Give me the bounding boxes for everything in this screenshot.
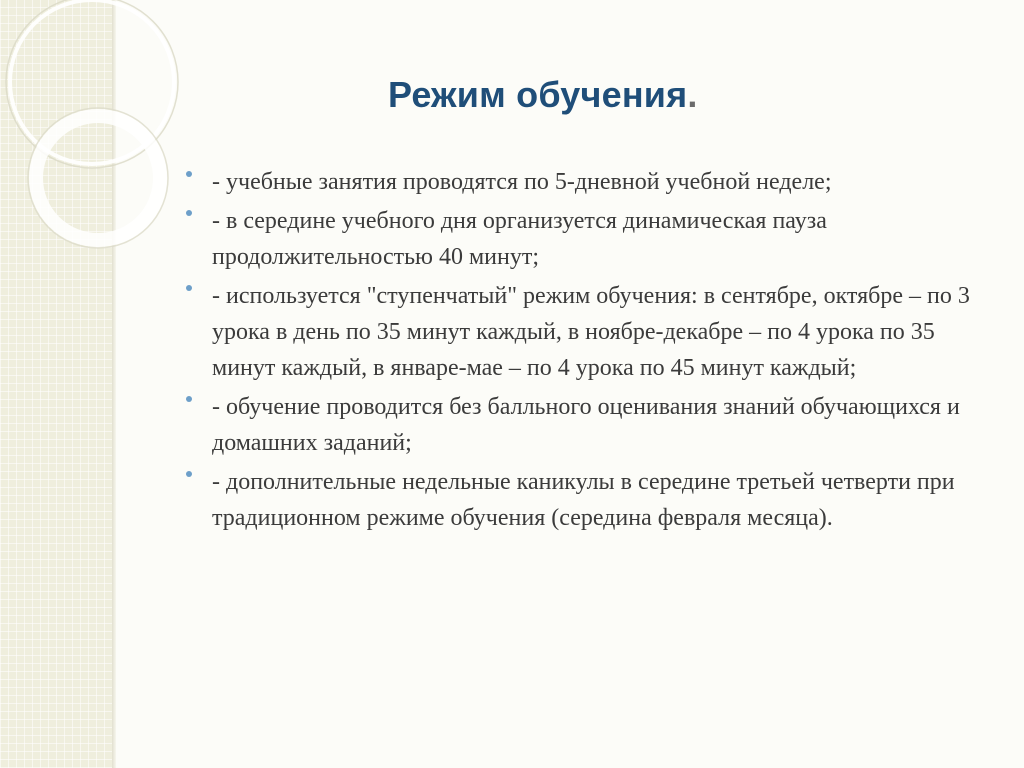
decorative-rings — [0, 0, 180, 300]
slide-title — [388, 74, 698, 116]
bullet-text: - используется "ступенчатый" режим обучения: в сентябре, октябре – по 3 урока в день по 35 минут каждый, в ноябре-декабре – по 4 урока по 35 минут каждый, в январе-мае – по 4 урока по 45 минут каждый; — [212, 283, 970, 381]
list-item — [180, 278, 980, 386]
bullet-marker-icon — [186, 171, 192, 177]
list-item — [180, 203, 980, 275]
slide-title-text: Режим обучения — [388, 74, 688, 115]
decorative-ring-lower — [36, 116, 160, 240]
list-item — [180, 164, 980, 200]
bullet-marker-icon — [186, 285, 192, 291]
decorative-ring-lower-shadow — [28, 108, 168, 248]
list-item — [180, 464, 980, 536]
bullet-marker-icon — [186, 210, 192, 216]
bullet-text: - обучение проводится без балльного оценивания знаний обучающихся и домашних заданий; — [212, 394, 960, 456]
bullet-list — [180, 164, 980, 539]
slide-title-period: . — [687, 74, 698, 115]
bullet-text: - в середине учебного дня организуется динамическая пауза продолжительностью 40 минут; — [212, 208, 827, 270]
bullet-text: - учебные занятия проводятся по 5-дневной учебной неделе; — [212, 169, 832, 195]
bullet-text: - дополнительные недельные каникулы в середине третьей четверти при традиционном режиме обучения (середина февраля месяца). — [212, 469, 955, 531]
bullet-marker-icon — [186, 471, 192, 477]
bullet-marker-icon — [186, 396, 192, 402]
list-item — [180, 389, 980, 461]
